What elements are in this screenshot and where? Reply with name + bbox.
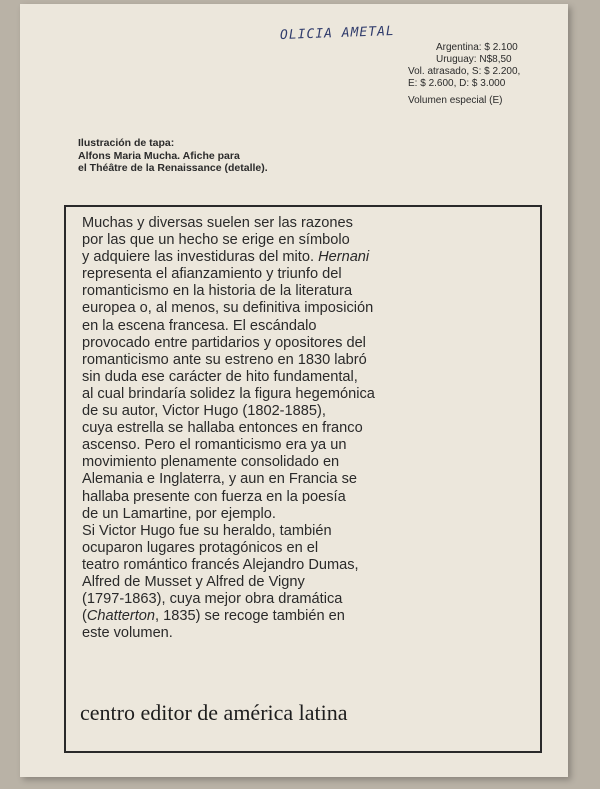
blurb-frame xyxy=(64,205,542,753)
blurb-line: provocado entre partidarios y opositores del xyxy=(82,334,366,351)
blurb-line: teatro romántico francés Alejandro Dumas, xyxy=(82,556,359,573)
blurb-line: cuya estrella se hallaba entonces en franco xyxy=(82,420,363,437)
book-back-cover xyxy=(20,4,568,777)
blurb-line: romanticismo en la historia de la literatura xyxy=(82,283,353,300)
blurb-line: este volumen. xyxy=(82,625,173,642)
handwritten-inscription: OLICIA AMETAL xyxy=(279,24,395,43)
credit-line: Ilustración de tapa: xyxy=(78,137,175,149)
publisher-name: centro editor de américa latina xyxy=(80,700,348,725)
price-list xyxy=(408,42,558,107)
blurb-line: movimiento plenamente consolidado en xyxy=(82,454,340,471)
price-categories: E: $ 2.600, D: $ 3.000 xyxy=(408,78,506,89)
price-argentina: Argentina: $ 2.100 xyxy=(436,42,518,53)
blurb-line: al cual brindaría solidez la figura hegemónica xyxy=(82,385,375,402)
blurb-line: por las que un hecho se erige en símbolo xyxy=(82,232,350,249)
blurb-line: europea o, al menos, su definitiva imposición xyxy=(82,300,374,317)
blurb-line: de su autor, Victor Hugo (1802-1885), xyxy=(82,403,326,420)
blurb-line: Si Victor Hugo fue su heraldo, también xyxy=(82,522,332,539)
price-uruguay: Uruguay: N$8,50 xyxy=(436,54,512,65)
blurb-line: en la escena francesa. El escándalo xyxy=(82,317,317,334)
price-back-issue: Vol. atrasado, S: $ 2.200, xyxy=(408,66,521,77)
blurb-line: representa el afianzamiento y triunfo del xyxy=(82,266,342,283)
credit-line: el Théâtre de la Renaissance (detalle). xyxy=(78,162,268,174)
blurb-line: Alemania e Inglaterra, y aun en Francia se xyxy=(82,471,358,488)
blurb-line: Alfred de Musset y Alfred de Vigny xyxy=(82,573,305,590)
blurb-line: ocuparon lugares protagónicos en el xyxy=(82,539,319,556)
blurb-line: hallaba presente con fuerza en la poesía xyxy=(82,488,346,505)
volume-note: Volumen especial (E) xyxy=(408,95,503,106)
blurb-line: (Chatterton, 1835) se recoge también en xyxy=(82,608,345,625)
cover-illustration-credit xyxy=(78,137,378,175)
blurb-line: Muchas y diversas suelen ser las razones xyxy=(82,215,353,231)
blurb-line: y adquiere las investiduras del mito. Hernani xyxy=(82,249,370,266)
blurb-line: romanticismo ante su estreno en 1830 labró xyxy=(82,351,367,368)
blurb-line: (1797-1863), cuya mejor obra dramática xyxy=(82,591,343,608)
blurb-text xyxy=(82,215,522,642)
blurb-line: sin duda ese carácter de hito fundamental, xyxy=(82,368,358,385)
credit-line: Alfons Maria Mucha. Afiche para xyxy=(78,149,240,162)
blurb-line: ascenso. Pero el romanticismo era ya un xyxy=(82,437,347,454)
blurb-line: de un Lamartine, por ejemplo. xyxy=(82,505,276,522)
